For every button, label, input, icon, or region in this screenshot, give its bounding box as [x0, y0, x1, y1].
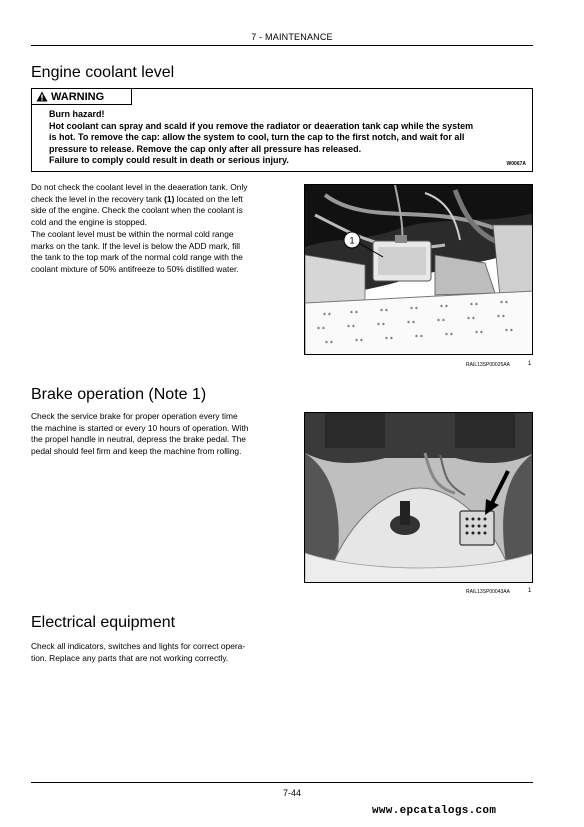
svg-text:* *: * *: [355, 338, 363, 345]
svg-text:* *: * *: [407, 320, 415, 327]
page-number: 7-44: [282, 788, 301, 798]
text-line: the propel handle in neutral, depress the brake pedal. The: [31, 434, 246, 444]
text-line: Check all indicators, switches and lights for correct opera-: [31, 641, 246, 651]
section-title-electrical: Electrical equipment: [31, 614, 176, 631]
figure-number: 1: [528, 361, 532, 367]
warning-line: pressure to release. Remove the cap only after all pressure has released.: [49, 143, 362, 154]
callout-number: 1: [349, 235, 355, 246]
svg-text:* *: * *: [377, 322, 385, 329]
text-line: the tank to the top mark of the normal cold range with the: [31, 252, 243, 262]
warning-line: Failure to comply could result in death or serious injury.: [49, 155, 289, 165]
svg-text:* *: * *: [385, 336, 393, 343]
text-run: located on the left: [174, 193, 243, 204]
svg-text:* *: * *: [323, 312, 331, 319]
text-line: cold and the engine is stopped.: [31, 216, 147, 227]
text-line: The coolant level must be within the normal cold range: [31, 229, 234, 239]
warning-line: Burn hazard!: [49, 109, 105, 119]
svg-text:* *: * *: [350, 310, 358, 317]
warning-label: WARNING: [51, 90, 105, 103]
figure-caption: RAIL13SP00043AA: [466, 589, 510, 595]
electrical-paragraph: [31, 641, 286, 664]
figure-number: 1: [528, 588, 532, 594]
coolant-paragraph-2: [31, 229, 286, 275]
brake-paragraph: [31, 411, 286, 457]
brake-pedal-photo: [304, 412, 533, 583]
text-line: side of the engine. Check the coolant when the coolant is: [31, 205, 243, 215]
svg-text:* *: * *: [440, 304, 448, 311]
callout-reference: (1): [164, 193, 175, 204]
warning-code: W0067A: [506, 161, 526, 167]
text-line: [31, 194, 286, 206]
figure-caption: RAIL13SP00025AA: [466, 362, 510, 368]
header-rule: [31, 45, 533, 46]
text-line: Do not check the coolant level in the deaeration tank. Only: [31, 182, 248, 192]
text-line: tion. Replace any parts that are not working correctly.: [31, 652, 229, 663]
warning-header: [32, 89, 132, 105]
svg-text:* *: * *: [445, 332, 453, 339]
text-line: the machine is started or every 10 hours of operation. With: [31, 422, 249, 433]
svg-text:* *: * *: [505, 328, 513, 335]
svg-text:* *: * *: [347, 324, 355, 331]
svg-text:* *: * *: [317, 326, 325, 333]
text-line: pedal should feel firm and keep the machine from rolling.: [31, 445, 242, 456]
svg-text:* *: * *: [325, 340, 333, 347]
text-run: check the level in the recovery tank: [31, 193, 165, 204]
svg-text:* *: * *: [467, 316, 475, 323]
brake-pedal-illustration: [305, 413, 533, 583]
coolant-paragraph-1: [31, 182, 286, 228]
footer-rule: [31, 782, 533, 783]
svg-text:* *: * *: [470, 302, 478, 309]
warning-text: [49, 109, 524, 167]
section-title-brake: Brake operation (Note 1): [31, 386, 207, 403]
engine-compartment-photo: [304, 184, 533, 355]
text-line: marks on the tank. If the level is below the ADD mark, fill: [31, 240, 240, 251]
svg-text:* *: * *: [380, 308, 388, 315]
warning-box: [31, 88, 533, 172]
svg-text:* *: * *: [410, 306, 418, 313]
warning-line: Hot coolant can spray and scald if you remove the radiator or deaeration tank cap while the system: [49, 120, 474, 131]
svg-text:* *: * *: [415, 334, 423, 341]
watermark: www.epcatalogs.com: [372, 805, 497, 817]
svg-text:* *: * *: [497, 314, 505, 321]
warning-line: is hot. To remove the cap: allow the system to cool, turn the cap to the first notch, and wait for all: [49, 132, 465, 142]
text-line: coolant mixture of 50% antifreeze to 50% distilled water.: [31, 263, 239, 274]
svg-text:* *: * *: [500, 300, 508, 307]
svg-text:* *: * *: [475, 330, 483, 337]
warning-triangle-icon: [36, 91, 48, 102]
engine-compartment-illustration: [305, 185, 533, 355]
svg-text:* *: * *: [437, 318, 445, 325]
section-title-coolant: Engine coolant level: [31, 64, 175, 81]
page-header-title: 7 - MAINTENANCE: [251, 32, 333, 42]
text-line: Check the service brake for proper operation every time: [31, 411, 238, 421]
